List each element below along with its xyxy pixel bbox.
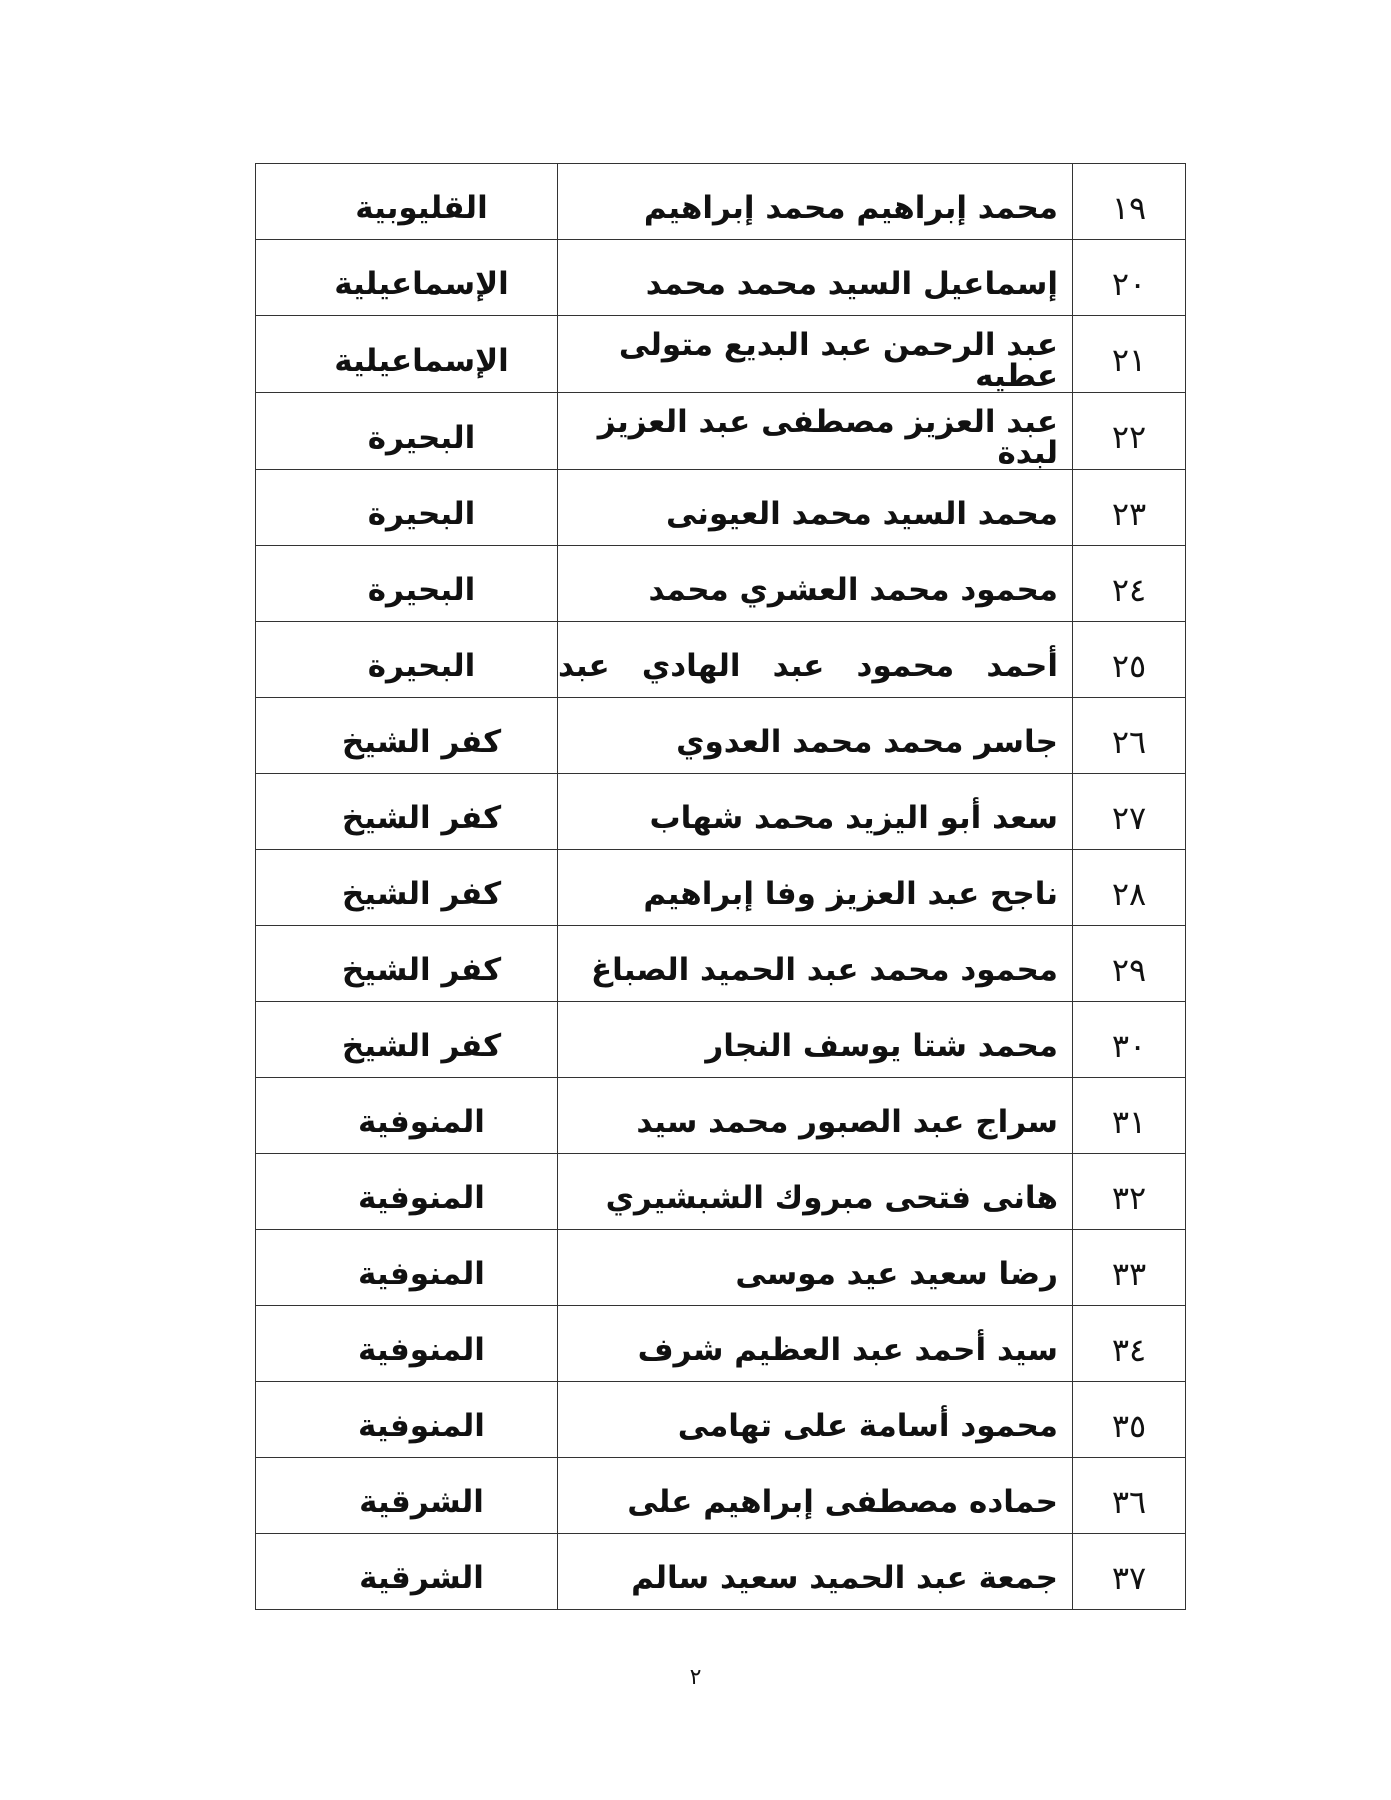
row-number: ١٩	[1073, 164, 1186, 240]
person-name: محمد شتا يوسف النجار	[558, 1002, 1073, 1078]
governorate: كفر الشيخ	[256, 850, 558, 926]
person-name: أحمد محمود عبد الهادي عبد	[558, 622, 1073, 698]
table-row	[256, 926, 1186, 1002]
names-table	[255, 163, 1186, 1610]
row-number: ٢٩	[1073, 926, 1186, 1002]
governorate: كفر الشيخ	[256, 774, 558, 850]
row-number: ٢٢	[1073, 393, 1186, 470]
governorate: المنوفية	[256, 1078, 558, 1154]
governorate: كفر الشيخ	[256, 926, 558, 1002]
table-row	[256, 622, 1186, 698]
table-row	[256, 1078, 1186, 1154]
person-name: محمد السيد محمد العيونى	[558, 470, 1073, 546]
table-row	[256, 393, 1186, 470]
governorate: المنوفية	[256, 1382, 558, 1458]
row-number: ٣٦	[1073, 1458, 1186, 1534]
table-row	[256, 774, 1186, 850]
governorate: البحيرة	[256, 393, 558, 470]
table-row	[256, 1382, 1186, 1458]
governorate: المنوفية	[256, 1230, 558, 1306]
table-row	[256, 164, 1186, 240]
table-row	[256, 1534, 1186, 1610]
row-number: ٣٣	[1073, 1230, 1186, 1306]
row-number: ٣٠	[1073, 1002, 1186, 1078]
row-number: ٢٦	[1073, 698, 1186, 774]
person-name: حماده مصطفى إبراهيم على	[558, 1458, 1073, 1534]
table-row	[256, 1002, 1186, 1078]
table-row	[256, 546, 1186, 622]
row-number: ٢٤	[1073, 546, 1186, 622]
table-row	[256, 240, 1186, 316]
table-row	[256, 316, 1186, 393]
governorate: كفر الشيخ	[256, 1002, 558, 1078]
person-name: محمود محمد العشري محمد	[558, 546, 1073, 622]
table-row	[256, 850, 1186, 926]
table-row	[256, 470, 1186, 546]
row-number: ٢٥	[1073, 622, 1186, 698]
person-name: جمعة عبد الحميد سعيد سالم	[558, 1534, 1073, 1610]
person-name: عبد العزيز مصطفى عبد العزيز لبدة	[558, 393, 1073, 470]
row-number: ٢٣	[1073, 470, 1186, 546]
governorate: البحيرة	[256, 546, 558, 622]
person-name: محمود أسامة على تهامى	[558, 1382, 1073, 1458]
person-name: سيد أحمد عبد العظيم شرف	[558, 1306, 1073, 1382]
governorate: الشرقية	[256, 1458, 558, 1534]
person-name: سراج عبد الصبور محمد سيد	[558, 1078, 1073, 1154]
row-number: ٣١	[1073, 1078, 1186, 1154]
governorate: البحيرة	[256, 622, 558, 698]
person-name: رضا سعيد عيد موسى	[558, 1230, 1073, 1306]
row-number: ٢١	[1073, 316, 1186, 393]
governorate: الإسماعيلية	[256, 240, 558, 316]
person-name: ناجح عبد العزيز وفا إبراهيم	[558, 850, 1073, 926]
row-number: ٣٧	[1073, 1534, 1186, 1610]
person-name: إسماعيل السيد محمد محمد	[558, 240, 1073, 316]
governorate: الإسماعيلية	[256, 316, 558, 393]
governorate: البحيرة	[256, 470, 558, 546]
person-name: محمود محمد عبد الحميد الصباغ	[558, 926, 1073, 1002]
governorate: كفر الشيخ	[256, 698, 558, 774]
governorate: الشرقية	[256, 1534, 558, 1610]
row-number: ٣٥	[1073, 1382, 1186, 1458]
person-name: جاسر محمد محمد العدوي	[558, 698, 1073, 774]
person-name: محمد إبراهيم محمد إبراهيم	[558, 164, 1073, 240]
row-number: ٢٧	[1073, 774, 1186, 850]
names-table-body	[256, 164, 1186, 1610]
person-name: عبد الرحمن عبد البديع متولى عطيه	[558, 316, 1073, 393]
table-row	[256, 1458, 1186, 1534]
table-row	[256, 698, 1186, 774]
table-row	[256, 1306, 1186, 1382]
row-number: ٣٢	[1073, 1154, 1186, 1230]
governorate: المنوفية	[256, 1154, 558, 1230]
table-row	[256, 1230, 1186, 1306]
person-name: هانى فتحى مبروك الشبشيري	[558, 1154, 1073, 1230]
governorate: المنوفية	[256, 1306, 558, 1382]
governorate: القليوبية	[256, 164, 558, 240]
page-number: ٢	[689, 1665, 702, 1690]
person-name: سعد أبو اليزيد محمد شهاب	[558, 774, 1073, 850]
row-number: ٣٤	[1073, 1306, 1186, 1382]
row-number: ٢٨	[1073, 850, 1186, 926]
table-row	[256, 1154, 1186, 1230]
row-number: ٢٠	[1073, 240, 1186, 316]
